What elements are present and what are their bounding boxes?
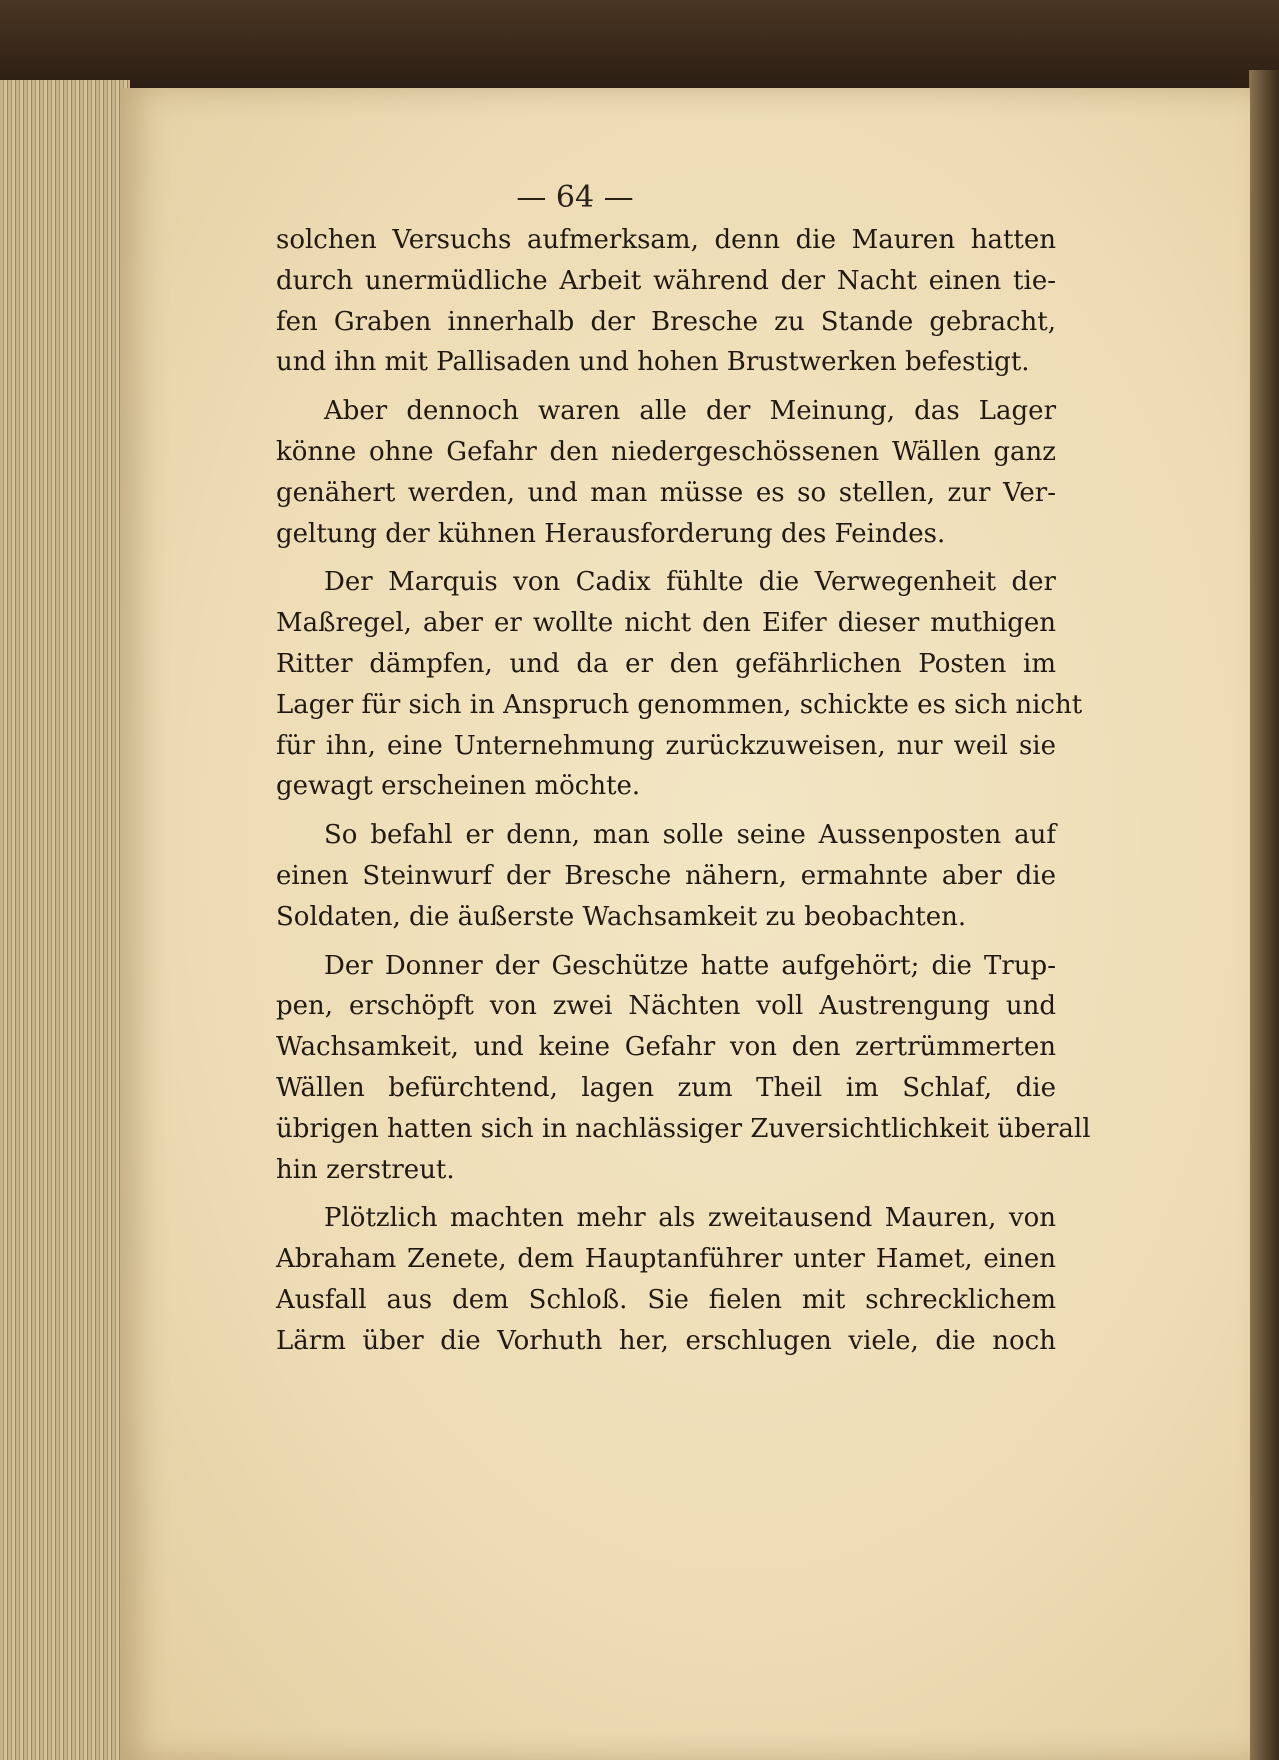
paragraph — [276, 815, 1056, 937]
paragraph — [276, 562, 1083, 807]
text-line: solchen Versuchs aufmerksam, denn die Mauren hatten — [276, 225, 1056, 255]
text-line: Ausfall aus dem Schloß. Sie fielen mit schrecklichem — [276, 1284, 1056, 1315]
page-edges — [0, 80, 130, 1760]
text-line: Abraham Zenete, dem Hauptanführer unter Hamet, einen — [276, 1244, 1056, 1275]
paragraph — [276, 220, 1056, 383]
paragraph — [276, 391, 1056, 554]
text-line: Der Marquis von Cadix fühlte die Verwegenheit der — [324, 567, 1056, 598]
text-line: Der Donner der Geschütze hatte aufgehört; die Trup- — [324, 950, 1056, 981]
text-line: Lärm über die Vorhuth her, erschlugen viele, die noch — [276, 1325, 1056, 1356]
text-line: Plötzlich machten mehr als zweitausend Mauren, von — [324, 1203, 1056, 1234]
text-line: Ritter dämpfen, und da er den gefährlichen Posten im — [276, 648, 1056, 679]
text-line: fen Graben innerhalb der Bresche zu Stande gebracht, — [276, 306, 1056, 337]
text-line: pen, erschöpft von zwei Nächten voll Austrengung und — [276, 991, 1056, 1022]
text-line: durch unermüdliche Arbeit während der Nacht einen tie- — [276, 265, 1056, 296]
book-cover — [0, 0, 1279, 90]
text-line: könne ohne Gefahr den niedergeschössenen Wällen ganz — [276, 436, 1056, 467]
paragraph — [276, 946, 1091, 1191]
page-number: — 64 — — [516, 180, 634, 215]
text-line: Lager für sich in Anspruch genommen, schickte es sich nicht — [276, 689, 1083, 720]
text-line: So befahl er denn, man solle seine Aussenposten auf — [324, 820, 1056, 851]
text-line: gewagt erscheinen möchte. — [276, 771, 641, 802]
text-line: Wällen befürchtend, lagen zum Theil im Schlaf, die — [276, 1072, 1056, 1103]
book-page — [120, 88, 1250, 1760]
text-line: Aber dennoch waren alle der Meinung, das Lager — [324, 396, 1056, 427]
text-line: für ihn, eine Unternehmung zurückzuweisen, nur weil sie — [276, 730, 1056, 761]
text-line: und ihn mit Pallisaden und hohen Brustwerken befestigt. — [276, 347, 1030, 378]
text-line: genähert werden, und man müsse es so stellen, zur Ver- — [276, 477, 1056, 508]
text-line: hin zerstreut. — [276, 1154, 455, 1185]
text-line: Wachsamkeit, und keine Gefahr von den zertrümmerten — [276, 1032, 1056, 1063]
text-line: übrigen hatten sich in nachlässiger Zuversichtlichkeit überall — [276, 1113, 1091, 1144]
book-spine-edge — [1249, 70, 1279, 1760]
paragraph — [276, 1198, 1056, 1361]
text-line: geltung der kühnen Herausforderung des Feindes. — [276, 518, 946, 549]
body-text — [276, 220, 1091, 1362]
text-line: Maßregel, aber er wollte nicht den Eifer dieser muthigen — [276, 608, 1056, 639]
text-line: Soldaten, die äußerste Wachsamkeit zu beobachten. — [276, 901, 967, 932]
text-line: einen Steinwurf der Bresche nähern, ermahnte aber die — [276, 860, 1056, 891]
